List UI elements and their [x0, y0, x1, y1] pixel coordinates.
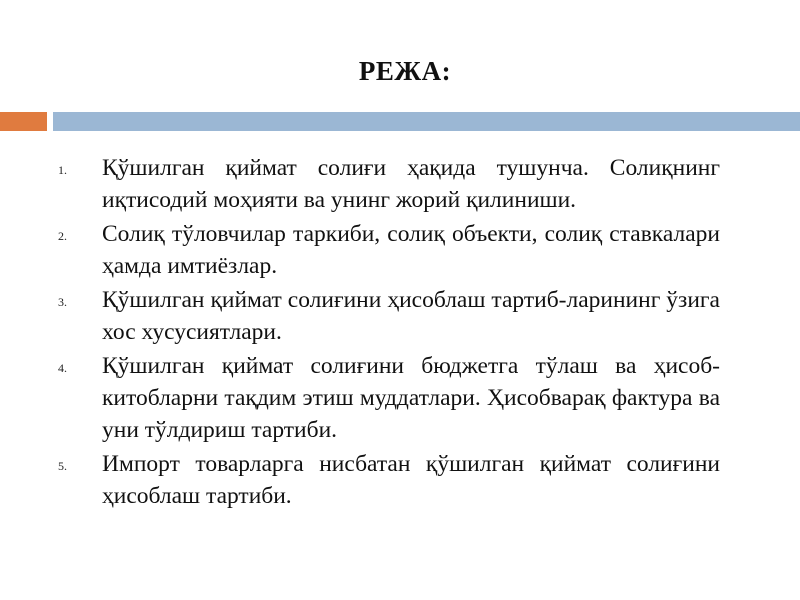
- title-accent-bar: [0, 112, 47, 131]
- item-text: Қўшилган қиймат солиғини ҳисоблаш тартиб-ларининг ўзига хос хусусиятлари.: [102, 287, 720, 345]
- item-text: Қўшилган қиймат солиғи ҳақида тушунча. Солиқнинг иқтисодий моҳияти ва унинг жорий қилиниши.: [102, 155, 720, 213]
- item-number: 5.: [58, 459, 67, 473]
- list-item: [58, 448, 720, 512]
- title-divider-bar: [53, 112, 800, 131]
- item-text: Импорт товарларга нисбатан қўшилган қиймат солиғини ҳисоблаш тартиби.: [102, 451, 720, 509]
- list-item: [58, 284, 720, 348]
- slide-title: РЕЖА:: [358, 56, 452, 86]
- list-item: [58, 152, 720, 216]
- item-number: 2.: [58, 229, 67, 243]
- item-number: 4.: [58, 361, 67, 375]
- item-number: 1.: [58, 163, 67, 177]
- plan-list: [58, 152, 720, 514]
- item-text: Қўшилган қиймат солиғини бюджетга тўлаш ва ҳисоб-китобларни тақдим этиш муддатлари. Ҳисобварақ фактура ва уни тўлдириш тартиби.: [102, 353, 720, 443]
- list-item: [58, 350, 720, 446]
- list-item: [58, 218, 720, 282]
- item-text: Солиқ тўловчилар таркиби, солиқ объекти, солиқ ставкалари ҳамда имтиёзлар.: [102, 221, 720, 279]
- item-number: 3.: [58, 295, 67, 309]
